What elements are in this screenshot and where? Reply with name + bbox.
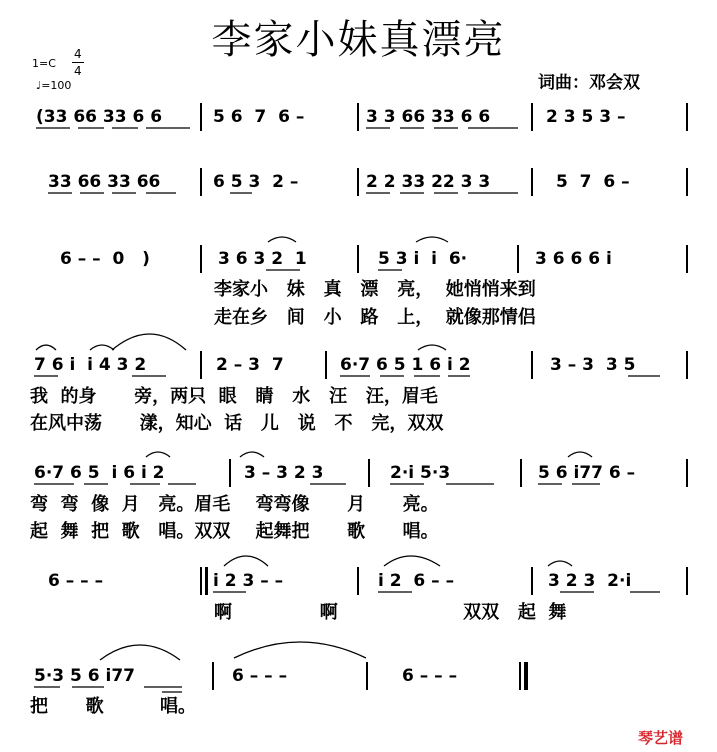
tie [268, 237, 296, 242]
row-4-lyric-1: 我 的身 旁，两只 眼 睛 水 汪 汪，眉毛 [30, 386, 438, 407]
row-5-measure-1: 6·7 6 5 i 6 i 2 [34, 463, 165, 483]
tie [36, 345, 56, 350]
row-5-measure-2: 3 – 3 2 3 [244, 463, 324, 483]
row-1-measure-3: 3 3 66 33 6 6 [366, 107, 491, 127]
row-3-lyric-1: 李家小 妹 真 漂 亮， 她悄悄来到 [214, 279, 536, 300]
row-7-measure-3: 6 – – – [402, 666, 458, 686]
song-title: 李家小妹真漂亮 [211, 17, 506, 63]
tie [568, 452, 592, 457]
row-2-measure-4: 5 7 6 – [556, 172, 630, 192]
slur [112, 334, 186, 350]
row-6-measure-4: 3 2 3 2·i [548, 571, 632, 591]
row-3-measure-4: 3 6 6 6 i [535, 249, 612, 269]
row-3-lyric-2: 走在乡 间 小 路 上， 就像那情侣 [214, 307, 536, 328]
row-2-measure-2: 6 5 3 2 – [213, 172, 299, 192]
slur [100, 645, 180, 660]
tie [240, 452, 264, 457]
time-signature-bottom: 4 [74, 64, 82, 78]
row-6-measure-2: i 2 3 – – [213, 571, 284, 591]
row-2-measure-3: 2 2 33 22 3 3 [366, 172, 491, 192]
row-7-measure-2: 6 – – – [232, 666, 288, 686]
tie [90, 345, 114, 350]
tie [146, 452, 170, 457]
row-4-measure-2: 2 – 3 7 [216, 355, 284, 375]
tie [418, 345, 446, 350]
row-7-measure-1: 5·3 5 6 i77 [34, 666, 136, 686]
row-5-measure-4: 5 6 i77 6 – [538, 463, 636, 483]
row-4-measure-1: 7 6 i i 4 3 2 [34, 355, 147, 375]
tie [234, 642, 366, 658]
row-3-measure-3: 5 3 i i 6· [378, 249, 468, 269]
row-4-measure-3: 6·7 6 5 1 6 i 2 [340, 355, 471, 375]
row-3-measure-1: 6 – – 0 ) [60, 249, 150, 269]
row-2-measure-1: 33 66 33 66 [48, 172, 161, 192]
row-6-measure-1: 6 – – – [48, 571, 104, 591]
site-logo: 琴艺谱 [638, 729, 684, 747]
row-6-lyric-1: 啊 啊 双双 起 舞 [214, 602, 567, 623]
row-1-measure-1: (33 66 33 6 6 [36, 107, 163, 127]
slur [224, 556, 268, 566]
tie [416, 237, 448, 242]
row-5-lyric-2: 起 舞 把 歌 唱。双双 起舞把 歌 唱。 [30, 521, 439, 542]
row-6-measure-3: i 2 6 – – [378, 571, 455, 591]
row-4-lyric-2: 在风中荡 漾，知心 话 儿 说 不 完，双双 [30, 413, 444, 434]
slur [384, 556, 440, 566]
time-signature-top: 4 [74, 47, 82, 61]
row-4-measure-4: 3 – 3 3 5 [550, 355, 636, 375]
row-5-measure-3: 2·i 5·3 [390, 463, 451, 483]
row-1-measure-2: 5 6 7 6 – [213, 107, 305, 127]
tempo-marking: ♩=100 [36, 79, 72, 92]
row-7-lyric-1: 把 歌 唱。 [30, 696, 196, 717]
row-3-measure-2: 3 6 3 2 1 [218, 249, 307, 269]
row-1-measure-4: 2 3 5 3 – [546, 107, 626, 127]
credit-line: 词曲：邓会双 [538, 73, 640, 93]
key-signature: 1=C [32, 57, 56, 70]
row-5-lyric-1: 弯 弯 像 月 亮。眉毛 弯弯像 月 亮。 [30, 494, 439, 515]
tie [548, 561, 572, 566]
